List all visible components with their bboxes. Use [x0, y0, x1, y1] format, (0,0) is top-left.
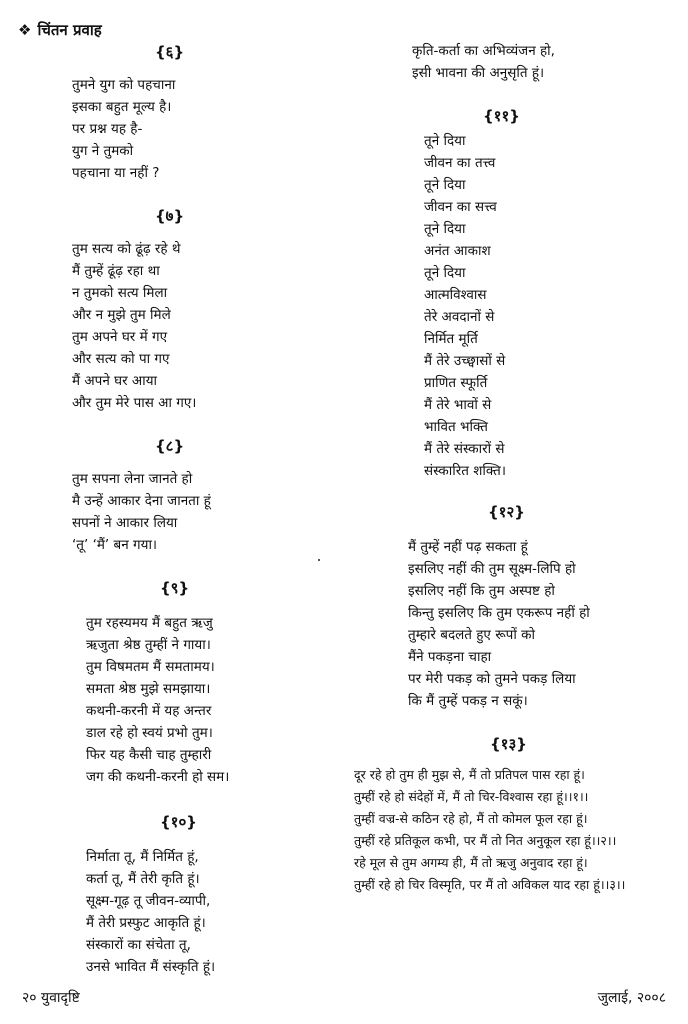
poem-number: {६}: [155, 43, 185, 61]
footer-date: जुलाई, २००८: [597, 990, 666, 1006]
poem-line: दूर रहे हो तुम ही मुझ से, मैं तो प्रतिपल पास रहा हूं।: [354, 767, 585, 782]
poem-line: सपनों ने आकार लिया: [72, 515, 178, 531]
poem-line: मैं तुम्हें ढूंढ़ रहा था: [72, 263, 160, 279]
poem-line: मैं तेरे उच्छ्वासों से: [424, 353, 506, 369]
poem-line: समता श्रेष्ठ मुझे समझाया।: [86, 681, 211, 697]
poem-line: प्राणित स्फूर्ति: [424, 375, 488, 391]
poem-number: {१२}: [488, 503, 525, 521]
poem-line: तुम्हीं रहे हो चिर विस्मृति, पर मैं तो अविकल याद रहा हूं।।३।।: [354, 877, 626, 892]
poem-line: और न मुझे तुम मिले: [72, 307, 171, 323]
poem-number: {७}: [155, 207, 185, 225]
poem-line: आत्मविश्वास: [424, 287, 487, 303]
poem-line: तुम्हारे बदलते हुए रूपों को: [408, 627, 536, 643]
poem-line: संस्कारित शक्ति।: [424, 463, 506, 479]
poem-line: तुम सपना लेना जानते हो: [72, 471, 193, 487]
poem-line: तेरे अवदानों से: [424, 309, 495, 325]
section-title: चिंतन प्रवाह: [37, 21, 102, 39]
poem-line: मैं तेरे भावों से: [424, 397, 492, 413]
poem-line: निर्मित मूर्ति: [424, 331, 478, 347]
poem-line: निर्माता तू, मैं निर्मित हूं,: [86, 849, 199, 865]
poem-line: मैं तुम्हें नहीं पढ़ सकता हूं: [408, 539, 528, 555]
poem-line: और सत्य को पा गए: [72, 351, 170, 367]
poem-line: तूने दिया: [424, 133, 466, 149]
poem-line: तुम रहस्यमय मैं बहुत ऋजु: [86, 615, 213, 631]
poem-line: डाल रहे हो स्वयं प्रभो तुम।: [86, 725, 213, 741]
poem-line: पहचाना या नहीं ?: [72, 165, 160, 181]
poem-line: न तुमको सत्य मिला: [72, 285, 168, 301]
poem-line: पर प्रश्न यह है-: [72, 121, 143, 137]
poem-line: पर मेरी पकड़ को तुमने पकड़ लिया: [408, 671, 576, 687]
poem-line: मैं तेरे संस्कारों से: [424, 441, 505, 457]
poem-line: इसलिए नहीं कि तुम अस्पष्ट हो: [408, 583, 555, 599]
poem-number: {१३}: [490, 735, 527, 753]
poem-line: ऋजुता श्रेष्ठ तुम्हीं ने गाया।: [86, 637, 211, 653]
poem-line: और तुम मेरे पास आ गए।: [72, 395, 197, 411]
poem-number: {११}: [483, 107, 520, 125]
stray-dot: [318, 559, 320, 561]
poem-line: फिर यह कैसी चाह तुम्हारी: [86, 747, 212, 763]
poem-line: मैंने पकड़ना चाहा: [408, 649, 492, 665]
poem-line: तूने दिया: [424, 221, 466, 237]
poem-line: तुमने युग को पहचाना: [72, 77, 176, 93]
poem-line: ‘तू’ ‘मैं’ बन गया।: [72, 537, 158, 553]
poem-line: तुम्हीं रहे हो संदेहों में, मैं तो चिर-विश्वास रहा हूं।।१।।: [354, 789, 589, 804]
poem-line: तुम विषमतम मैं समतामय।: [86, 659, 215, 675]
poem-line: उनसे भावित मैं संस्कृति हूं।: [86, 959, 216, 975]
poem-line: किन्तु इसलिए कि तुम एकरूप नहीं हो: [408, 605, 590, 621]
poem-line: जग की कथनी-करनी हो सम।: [86, 769, 230, 785]
poem-line: तुम सत्य को ढूंढ़ रहे थे: [72, 241, 181, 257]
poem-line: युग ने तुमको: [72, 143, 134, 159]
poem-line: मैं तेरी प्रस्फुट आकृति हूं।: [86, 915, 206, 931]
poem-line: कि मैं तुम्हें पकड़ न सकूं।: [408, 693, 528, 709]
poem-line: तुम्हीं वज्र-से कठिन रहे हो, मैं तो कोमल फूल रहा हूं।: [354, 811, 588, 826]
poem-number: {९}: [160, 579, 190, 597]
poem-line: मै उन्हें आकार देना जानता हूं: [72, 493, 211, 509]
poem-line: तूने दिया: [424, 265, 466, 281]
poem-number: {८}: [155, 437, 185, 455]
poem-line: रहे मूल से तुम अगम्य ही, मैं तो ऋजु अनुवाद रहा हूं।: [354, 855, 588, 870]
poem-number: {१०}: [160, 813, 197, 831]
poem-line: कथनी-करनी में यह अन्तर: [86, 703, 212, 719]
poem-line: अनंत आकाश: [424, 243, 491, 259]
bullet-icon: ❖: [18, 21, 32, 39]
footer-page-magazine: २० युवादृष्टि: [22, 990, 80, 1006]
poem-line: कृति-कर्ता का अभिव्यंजन हो,: [412, 43, 555, 59]
poem-line: तुम अपने घर में गए: [72, 329, 168, 345]
poem-line: तूने दिया: [424, 177, 466, 193]
poem-line: कर्ता तू, मैं तेरी कृति हूं।: [86, 871, 200, 887]
poem-line: भावित भक्ति: [424, 419, 488, 435]
poem-line: इसी भावना की अनुसृति हूं।: [412, 65, 545, 81]
poem-line: इसका बहुत मूल्य है।: [72, 99, 172, 115]
poem-line: इसलिए नहीं की तुम सूक्ष्म-लिपि हो: [408, 561, 576, 577]
poem-line: जीवन का सत्त्व: [424, 199, 497, 215]
poem-line: सूक्ष्म-गूढ़ तू जीवन-व्यापी,: [86, 893, 211, 909]
poem-line: संस्कारों का संचेता तू,: [86, 937, 191, 953]
section-header: [18, 20, 102, 40]
poem-line: तुम्हीं रहे प्रतिकूल कभी, पर मैं तो नित अनुकूल रहा हूं।।२।।: [354, 833, 617, 848]
poem-line: जीवन का तत्त्व: [424, 155, 496, 171]
poem-line: मैं अपने घर आया: [72, 373, 158, 389]
